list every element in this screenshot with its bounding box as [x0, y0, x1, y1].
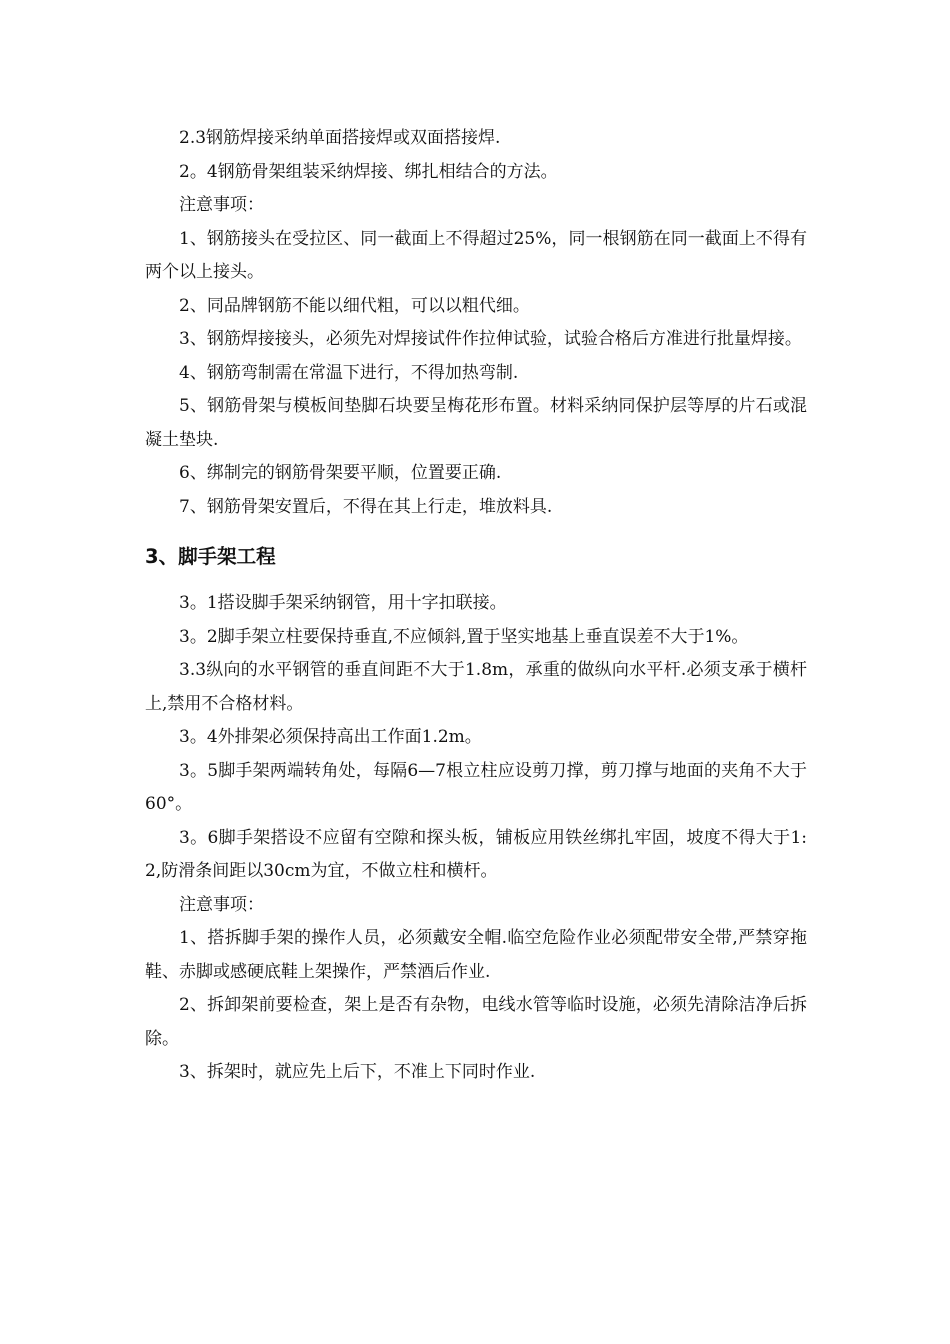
notes-heading-scaffolding: 注意事项： [179, 894, 264, 915]
paragraph-3-2: 3。2脚手架立柱要保持垂直,不应倾斜,置于坚实地基上垂直误差不大于1%。 [179, 626, 749, 647]
rebar-note-7: 7、钢筋骨架安置后，不得在其上行走，堆放料具. [179, 496, 553, 517]
paragraph-2-3-welding: 2.3钢筋焊接采纳单面搭接焊或双面搭接焊. [179, 128, 501, 148]
rebar-note-6: 6、绑制完的钢筋骨架要平顺，位置要正确. [179, 463, 502, 483]
rebar-note-2: 2、同品牌钢筋不能以细代粗，可以以粗代细。 [179, 295, 530, 316]
paragraph-3-5: 3。5脚手架两端转角处，每隔6—7根立柱应设剪刀撑，剪刀撑与地面的夹角不大于60°。 [145, 760, 807, 814]
rebar-note-3: 3、钢筋焊接接头，必须先对焊接试件作拉伸试验，试验合格后方准进行批量焊接。 [179, 329, 802, 349]
notes-heading-rebar: 注意事项： [179, 195, 264, 215]
paragraph-3-6: 3。6脚手架搭设不应留有空隙和探头板，铺板应用铁丝绑扎牢固，坡度不得大于1:2,防滑条间距以30cm为宜，不做立柱和横杆。 [145, 827, 807, 881]
paragraph-3-3: 3.3纵向的水平钢管的垂直间距不大于1.8m，承重的做纵向水平杆.必须支承于横杆上,禁用不合格材料。 [145, 660, 807, 714]
paragraph-2-4-assembly: 2。4钢筋骨架组装采纳焊接、绑扎相结合的方法。 [179, 161, 558, 182]
section-heading-scaffolding: 3、脚手架工程 [145, 545, 276, 568]
paragraph-3-4: 3。4外排架必须保持高出工作面1.2m。 [179, 727, 482, 747]
scaffold-note-3: 3、拆架时，就应先上后下，不准上下同时作业. [179, 1062, 536, 1082]
rebar-note-4: 4、钢筋弯制需在常温下进行，不得加热弯制. [179, 362, 519, 383]
scaffold-note-2: 2、拆卸架前要检查，架上是否有杂物，电线水管等临时设施，必须先清除洁净后拆除。 [145, 995, 807, 1049]
rebar-note-5: 5、钢筋骨架与模板间垫脚石块要呈梅花形布置。材料采纳同保护层等厚的片石或混凝土垫块. [145, 396, 807, 450]
document-body [145, 122, 807, 1090]
scaffold-note-1: 1、搭拆脚手架的操作人员，必须戴安全帽.临空危险作业必须配带安全带,严禁穿拖鞋、赤脚或感硬底鞋上架操作，严禁酒后作业. [145, 928, 807, 982]
paragraph-3-1: 3。1搭设脚手架采纳钢管，用十字扣联接。 [179, 593, 507, 613]
rebar-note-1: 1、钢筋接头在受拉区、同一截面上不得超过25%，同一根钢筋在同一截面上不得有两个以上接头。 [145, 228, 807, 282]
